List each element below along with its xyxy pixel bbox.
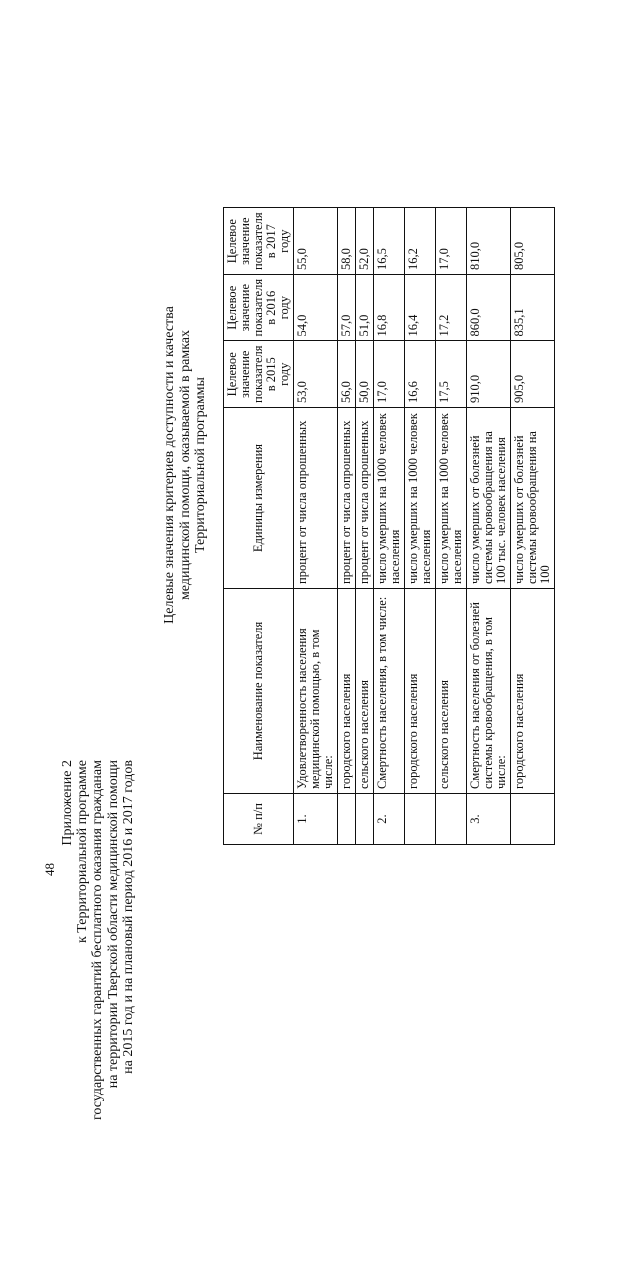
row-value-2015: 50,0 <box>356 341 374 408</box>
appendix-line: на территории Тверской области медицинской помощи <box>105 760 121 1089</box>
table-header-row <box>224 208 294 845</box>
row-value-2015: 905,0 <box>511 341 555 408</box>
header-number: № п/п <box>224 794 294 845</box>
row-value-2017: 52,0 <box>356 208 374 275</box>
row-number <box>436 794 467 845</box>
title-line: Территориальной программы <box>193 377 208 553</box>
title-line: Целевые значения критериев доступности и качества <box>162 306 177 624</box>
header-unit: Единицы измерения <box>224 408 294 589</box>
row-value-2017: 55,0 <box>294 208 338 275</box>
appendix-block <box>60 760 136 1280</box>
table-row <box>356 208 374 845</box>
row-value-2017: 805,0 <box>511 208 555 275</box>
table-row <box>338 208 356 845</box>
row-value-2015: 56,0 <box>338 341 356 408</box>
row-name: городского населения <box>511 589 555 794</box>
appendix-line: на 2015 год и на плановый период 2016 и 2017 годов <box>120 760 136 1074</box>
row-name: городского населения <box>405 589 436 794</box>
row-value-2015: 17,5 <box>436 341 467 408</box>
row-value-2017: 17,0 <box>436 208 467 275</box>
table-row <box>467 208 511 845</box>
row-name: сельского населения <box>356 589 374 794</box>
row-number <box>405 794 436 845</box>
row-unit: число умерших от болезней системы кровообращения на 100 <box>511 408 555 589</box>
table-row <box>374 208 405 845</box>
row-value-2015: 910,0 <box>467 341 511 408</box>
table-row <box>511 208 555 845</box>
table-row <box>405 208 436 845</box>
row-number <box>338 794 356 845</box>
appendix-line: Приложение 2 <box>60 760 75 846</box>
row-name: городского населения <box>338 589 356 794</box>
page-number: 48 <box>42 863 57 876</box>
row-value-2017: 16,2 <box>405 208 436 275</box>
row-value-2017: 810,0 <box>467 208 511 275</box>
row-number <box>356 794 374 845</box>
table-row <box>294 208 338 845</box>
row-value-2016: 17,2 <box>436 274 467 341</box>
header-2015: Целевое значение показателя в 2015 году <box>224 341 294 408</box>
row-unit: процент от числа опрошенных <box>294 408 338 589</box>
header-indicator-name: Наименование показателя <box>224 589 294 794</box>
row-value-2016: 835,1 <box>511 274 555 341</box>
row-name: Удовлетворенность населения медицинской помощью, в том числе: <box>294 589 338 794</box>
appendix-line: к Территориальной программе <box>75 760 91 944</box>
row-value-2016: 57,0 <box>338 274 356 341</box>
row-number: 2. <box>374 794 405 845</box>
row-name: сельского населения <box>436 589 467 794</box>
row-value-2015: 53,0 <box>294 341 338 408</box>
row-unit: процент от числа опрошенных <box>338 408 356 589</box>
row-value-2016: 16,8 <box>374 274 405 341</box>
row-number <box>511 794 555 845</box>
criteria-table <box>223 207 555 845</box>
appendix-line: государственных гарантий бесплатного оказания гражданам <box>90 760 106 1121</box>
row-value-2016: 16,4 <box>405 274 436 341</box>
title-line: медицинской помощи, оказываемой в рамках <box>177 329 193 601</box>
row-number: 1. <box>294 794 338 845</box>
row-value-2015: 16,6 <box>405 341 436 408</box>
table-row <box>436 208 467 845</box>
row-name: Смертность населения от болезней системы кровообращения, в том числе: <box>467 589 511 794</box>
row-number: 3. <box>467 794 511 845</box>
row-value-2016: 860,0 <box>467 274 511 341</box>
header-2017: Целевое значение показателя в 2017 году <box>224 208 294 275</box>
row-unit: число умерших на 1000 человек населения <box>436 408 467 589</box>
row-unit: число умерших на 1000 человек населения <box>374 408 405 589</box>
row-unit: число умерших на 1000 человек населения <box>405 408 436 589</box>
row-name: Смертность населения, в том числе: <box>374 589 405 794</box>
row-value-2016: 54,0 <box>294 274 338 341</box>
row-value-2017: 16,5 <box>374 208 405 275</box>
row-value-2015: 17,0 <box>374 341 405 408</box>
row-unit: процент от числа опрошенных <box>356 408 374 589</box>
document-title <box>162 295 209 635</box>
row-value-2017: 58,0 <box>338 208 356 275</box>
row-unit: число умерших от болезней системы кровообращения на 100 тыс. человек населения <box>467 408 511 589</box>
row-value-2016: 51,0 <box>356 274 374 341</box>
header-2016: Целевое значение показателя в 2016 году <box>224 274 294 341</box>
